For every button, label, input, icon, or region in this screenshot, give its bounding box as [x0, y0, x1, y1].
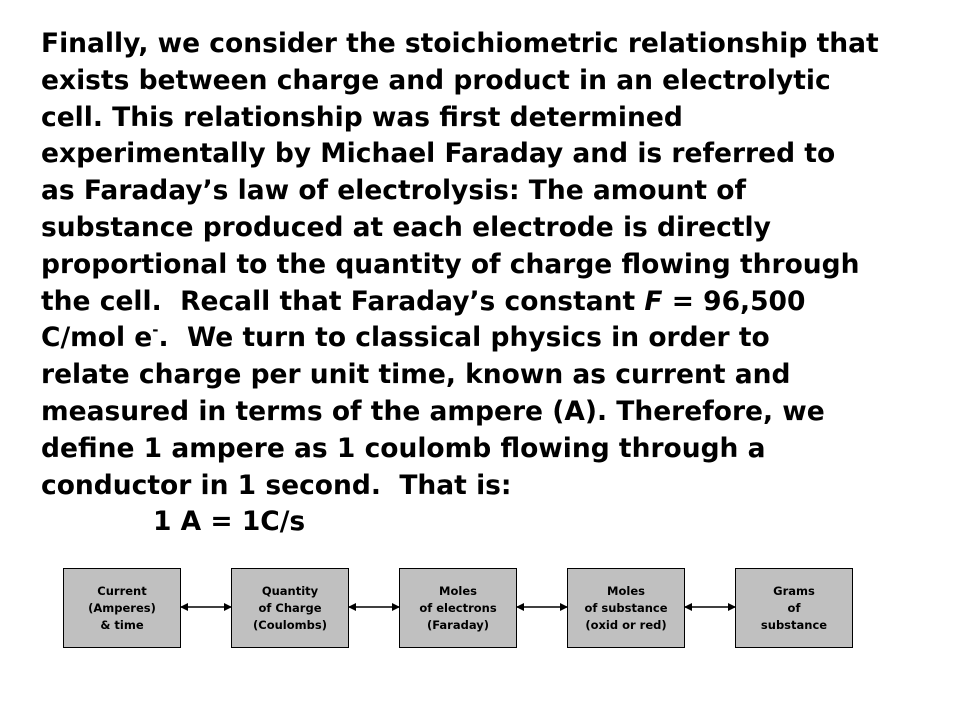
unit-text: C/mol e: [41, 322, 153, 354]
box-grams-of-substance: [735, 568, 853, 648]
box-line: (Coulombs): [253, 617, 327, 632]
box-line: Moles: [607, 583, 645, 598]
box-line: (Amperes): [88, 600, 156, 615]
box-line: (Faraday): [426, 617, 490, 632]
box-line: Current: [97, 583, 147, 598]
paragraph-line: define 1 ampere as 1 coulomb flowing through a: [41, 432, 766, 464]
box-line: of substance: [584, 600, 668, 615]
electron-charge-superscript: -: [152, 321, 159, 340]
box-line: of: [787, 600, 801, 615]
paragraph-line: relate charge per unit time, known as current and: [41, 359, 791, 391]
unit-line-end: . We turn to classical physics in order to: [158, 322, 770, 354]
box-line: (oxid or red): [585, 617, 667, 632]
box-moles-of-electrons: [399, 568, 517, 648]
paragraph-line: exists between charge and product in an electrolytic: [41, 64, 831, 96]
box-current: [63, 568, 181, 648]
paragraph-line: measured in terms of the ampere (A). Therefore, we: [41, 395, 825, 427]
box-line: of Charge: [258, 600, 322, 615]
box-line: of electrons: [419, 600, 497, 615]
paragraph-line: substance produced at each electrode is directly: [41, 211, 771, 243]
box-line: substance: [760, 617, 828, 632]
constant-lead-text: the cell. Recall that Faraday’s constant: [41, 285, 645, 317]
paragraph-line: cell. This relationship was first determined: [41, 101, 683, 133]
paragraph-line: conductor in 1 second. That is:: [41, 469, 512, 501]
box-line: Moles: [439, 583, 477, 598]
faraday-constant-symbol: F: [644, 285, 663, 317]
box-moles-of-substance: [567, 568, 685, 648]
box-line: Grams: [773, 583, 815, 598]
paragraph-line: experimentally by Michael Faraday and is referred to: [41, 138, 836, 170]
box-quantity-of-charge: [231, 568, 349, 648]
paragraph-line: Finally, we consider the stoichiometric relationship that: [41, 28, 879, 59]
box-line: Quantity: [261, 583, 319, 598]
faraday-constant-value: = 96,500: [662, 285, 806, 317]
box-line: & time: [100, 617, 144, 632]
ampere-formula: 1 A = 1C/s: [153, 506, 306, 538]
paragraph-line: as Faraday’s law of electrolysis: The amount of: [41, 175, 746, 207]
paragraph-line: proportional to the quantity of charge flowing through: [41, 248, 860, 280]
